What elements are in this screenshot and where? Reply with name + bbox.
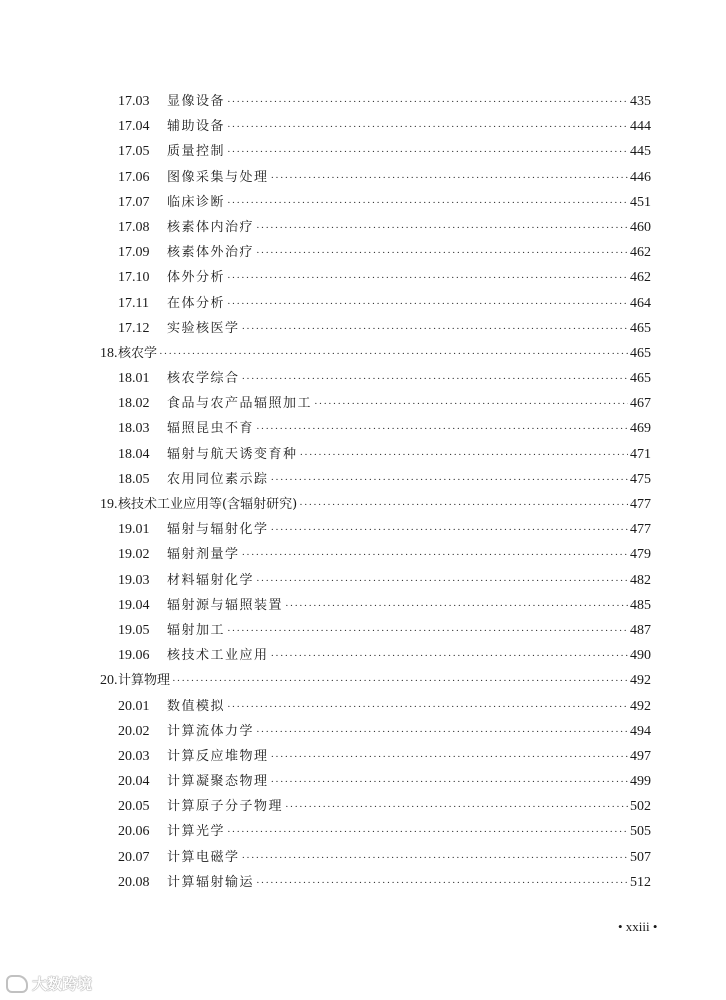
- entry-page: 444: [630, 119, 651, 135]
- entry-number: 18.01: [118, 371, 150, 387]
- toc-section-entry[interactable]: [100, 341, 651, 366]
- entry-page: 487: [630, 622, 651, 638]
- entry-title: 在体分析: [167, 295, 226, 311]
- entry-number: 18.05: [118, 471, 150, 487]
- dot-leader: [256, 871, 628, 896]
- dot-leader: [271, 166, 628, 191]
- entry-page: 445: [630, 144, 651, 160]
- entry-title: 数值模拟: [167, 698, 226, 714]
- entry-title: 临床诊断: [167, 194, 226, 210]
- entry-title: 核技术工业应用: [167, 648, 269, 664]
- toc-subsection-entry[interactable]: [100, 139, 651, 164]
- watermark-text: 大数跨境: [32, 975, 93, 993]
- dot-leader: [227, 820, 628, 845]
- toc-subsection-entry[interactable]: [100, 845, 651, 870]
- toc-subsection-entry[interactable]: [100, 442, 651, 467]
- dot-leader: [299, 493, 628, 518]
- entry-title: 辐射源与辐照装置: [167, 597, 284, 613]
- entry-page: 477: [630, 522, 651, 538]
- dot-leader: [227, 695, 628, 720]
- dot-leader: [227, 266, 628, 291]
- entry-number: 19.06: [118, 648, 150, 664]
- dot-leader: [227, 115, 628, 140]
- entry-page: 499: [630, 774, 651, 790]
- entry-title: 计算物理: [118, 673, 171, 689]
- entry-title: 辐射与辐射化学: [167, 522, 269, 538]
- entry-title: 图像采集与处理: [167, 169, 269, 185]
- entry-number: 19.01: [118, 522, 150, 538]
- dot-leader: [242, 317, 628, 342]
- toc-subsection-entry[interactable]: [100, 391, 651, 416]
- entry-title: 辅助设备: [167, 119, 226, 135]
- entry-title: 食品与农产品辐照加工: [167, 396, 313, 412]
- toc-subsection-entry[interactable]: [100, 769, 651, 794]
- entry-title: 核素体外治疗: [167, 245, 255, 261]
- entry-title: 计算流体力学: [167, 723, 255, 739]
- entry-title: 辐照昆虫不育: [167, 421, 255, 437]
- dot-leader: [227, 191, 628, 216]
- dot-leader: [271, 644, 628, 669]
- entry-title: 辐射剂量学: [167, 547, 240, 563]
- dot-leader: [159, 342, 628, 367]
- toc-subsection-entry[interactable]: [100, 719, 651, 744]
- dot-leader: [242, 367, 628, 392]
- dot-leader: [227, 140, 628, 165]
- toc-subsection-entry[interactable]: [100, 870, 651, 895]
- toc-subsection-entry[interactable]: [100, 89, 651, 114]
- toc-subsection-entry[interactable]: [100, 316, 651, 341]
- entry-page: 435: [630, 94, 651, 109]
- entry-number: 20.: [100, 673, 118, 689]
- toc-subsection-entry[interactable]: [100, 568, 651, 593]
- dot-leader: [300, 443, 628, 468]
- toc-section-entry[interactable]: [100, 492, 651, 517]
- entry-number: 20.07: [118, 849, 150, 865]
- entry-number: 19.05: [118, 622, 150, 638]
- entry-title: 核农学综合: [167, 371, 240, 387]
- table-of-contents: [100, 89, 651, 895]
- entry-page: 494: [630, 723, 651, 739]
- entry-number: 20.02: [118, 723, 150, 739]
- toc-subsection-entry[interactable]: [100, 265, 651, 290]
- toc-subsection-entry[interactable]: [100, 240, 651, 265]
- entry-number: 17.05: [118, 144, 150, 160]
- entry-title: 辐射与航天诱变育种: [167, 446, 298, 462]
- dot-leader: [172, 669, 628, 694]
- entry-page: 482: [630, 572, 651, 588]
- entry-title: 质量控制: [167, 144, 226, 160]
- entry-page: 469: [630, 421, 651, 437]
- entry-title: 核素体内治疗: [167, 219, 255, 235]
- dot-leader: [256, 417, 628, 442]
- toc-subsection-entry[interactable]: [100, 165, 651, 190]
- dot-leader: [242, 846, 628, 871]
- entry-number: 20.04: [118, 774, 150, 790]
- entry-number: 19.03: [118, 572, 150, 588]
- entry-title: 计算凝聚态物理: [167, 774, 269, 790]
- entry-title: 核技术工业应用等(含辐射研究): [118, 497, 298, 512]
- entry-number: 19.04: [118, 597, 150, 613]
- entry-page: 492: [630, 698, 651, 714]
- entry-number: 20.03: [118, 748, 150, 764]
- entry-page: 465: [630, 320, 651, 336]
- toc-subsection-entry[interactable]: [100, 643, 651, 668]
- toc-subsection-entry[interactable]: [100, 291, 651, 316]
- entry-page: 451: [630, 194, 651, 210]
- dot-leader: [256, 569, 628, 594]
- dot-leader: [256, 720, 628, 745]
- entry-number: 17.12: [118, 320, 150, 336]
- entry-number: 18.: [100, 345, 118, 361]
- dot-leader: [285, 594, 628, 619]
- entry-number: 18.02: [118, 396, 150, 412]
- page-number: • xxiii •: [618, 919, 658, 934]
- entry-number: 17.03: [118, 94, 150, 109]
- entry-number: 20.01: [118, 698, 150, 714]
- entry-number: 19.: [100, 497, 118, 512]
- dot-leader: [271, 468, 628, 493]
- entry-title: 体外分析: [167, 270, 226, 286]
- toc-subsection-entry[interactable]: [100, 542, 651, 567]
- entry-title: 材料辐射化学: [167, 572, 255, 588]
- entry-number: 17.11: [118, 295, 149, 311]
- entry-page: 462: [630, 270, 651, 286]
- watermark-logo-icon: [6, 975, 28, 993]
- entry-number: 17.07: [118, 194, 150, 210]
- entry-title: 计算电磁学: [167, 849, 240, 865]
- entry-page: 465: [630, 371, 651, 387]
- entry-title: 计算反应堆物理: [167, 748, 269, 764]
- entry-page: 502: [630, 799, 651, 815]
- entry-title: 农用同位素示踪: [167, 471, 269, 487]
- entry-number: 19.02: [118, 547, 150, 563]
- entry-number: 17.08: [118, 219, 150, 235]
- dot-leader: [242, 543, 628, 568]
- entry-title: 计算原子分子物理: [167, 799, 284, 815]
- dot-leader: [227, 619, 628, 644]
- toc-subsection-entry[interactable]: [100, 467, 651, 492]
- entry-page: 479: [630, 547, 651, 563]
- toc-subsection-entry[interactable]: [100, 618, 651, 643]
- entry-page: 492: [630, 673, 651, 689]
- entry-number: 17.06: [118, 169, 150, 185]
- entry-page: 505: [630, 824, 651, 840]
- entry-page: 512: [630, 874, 651, 890]
- dot-leader: [271, 745, 628, 770]
- toc-subsection-entry[interactable]: [100, 694, 651, 719]
- entry-page: 460: [630, 219, 651, 235]
- entry-title: 实验核医学: [167, 320, 240, 336]
- entry-page: 465: [630, 345, 651, 361]
- entry-number: 18.04: [118, 446, 150, 462]
- dot-leader: [227, 90, 628, 115]
- entry-number: 18.03: [118, 421, 150, 437]
- entry-number: 20.05: [118, 799, 150, 815]
- entry-page: 446: [630, 169, 651, 185]
- dot-leader: [227, 292, 628, 317]
- toc-subsection-entry[interactable]: [100, 215, 651, 240]
- entry-title: 计算辐射输运: [167, 874, 255, 890]
- toc-subsection-entry[interactable]: [100, 114, 651, 139]
- dot-leader: [271, 770, 628, 795]
- entry-number: 20.08: [118, 874, 150, 890]
- entry-title: 核农学: [118, 345, 158, 361]
- watermark: [6, 973, 92, 994]
- toc-subsection-entry[interactable]: [100, 366, 651, 391]
- entry-page: 467: [630, 396, 651, 412]
- entry-page: 485: [630, 597, 651, 613]
- toc-subsection-entry[interactable]: [100, 416, 651, 441]
- entry-number: 17.04: [118, 119, 150, 135]
- toc-subsection-entry[interactable]: [100, 593, 651, 618]
- entry-page: 475: [630, 471, 651, 487]
- toc-subsection-entry[interactable]: [100, 517, 651, 542]
- dot-leader: [285, 795, 628, 820]
- entry-page: 477: [630, 497, 651, 512]
- dot-leader: [256, 216, 628, 241]
- entry-page: 462: [630, 245, 651, 261]
- entry-title: 显像设备: [167, 94, 226, 109]
- toc-subsection-entry[interactable]: [100, 190, 651, 215]
- entry-number: 17.10: [118, 270, 150, 286]
- entry-page: 464: [630, 295, 651, 311]
- entry-page: 507: [630, 849, 651, 865]
- dot-leader: [256, 241, 628, 266]
- entry-page: 497: [630, 748, 651, 764]
- dot-leader: [314, 392, 628, 417]
- toc-subsection-entry[interactable]: [100, 744, 651, 769]
- toc-subsection-entry[interactable]: [100, 794, 651, 819]
- entry-page: 490: [630, 648, 651, 664]
- dot-leader: [271, 518, 628, 543]
- entry-title: 计算光学: [167, 824, 226, 840]
- toc-subsection-entry[interactable]: [100, 819, 651, 844]
- entry-title: 辐射加工: [167, 622, 226, 638]
- toc-section-entry[interactable]: [100, 668, 651, 693]
- entry-number: 20.06: [118, 824, 150, 840]
- entry-page: 471: [630, 446, 651, 462]
- entry-number: 17.09: [118, 245, 150, 261]
